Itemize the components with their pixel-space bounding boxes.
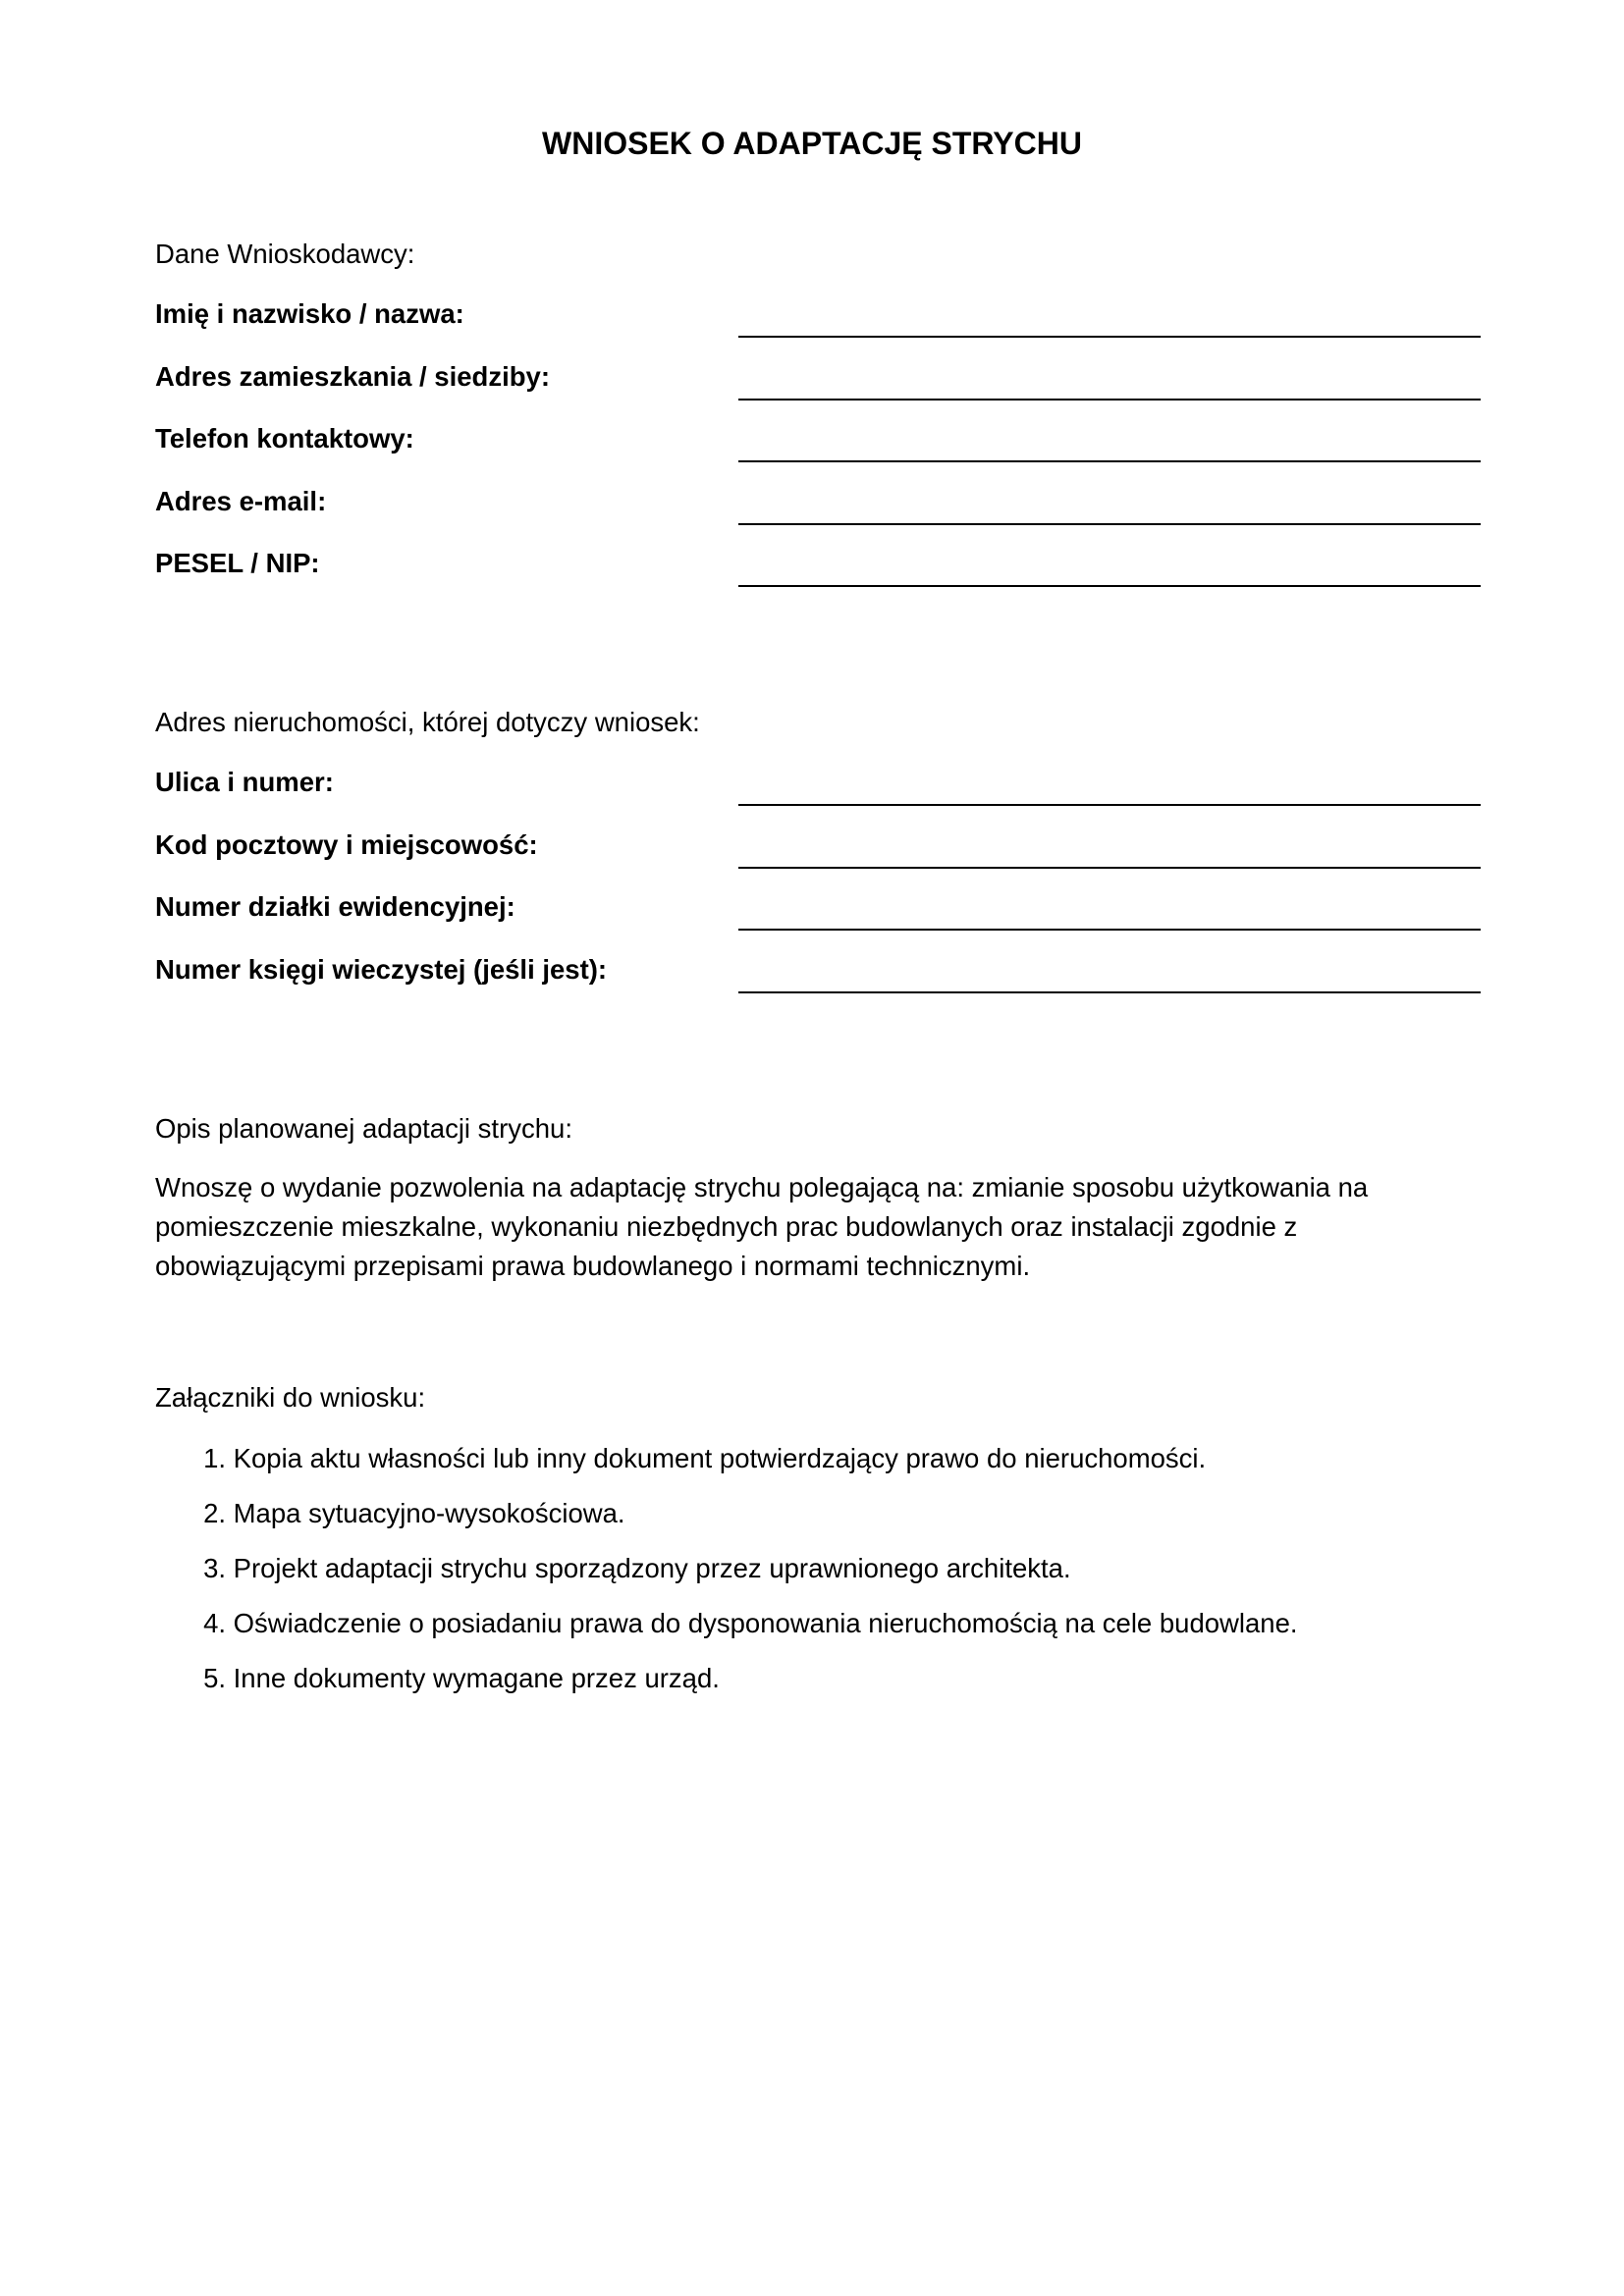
list-item-text: Projekt adaptacji strychu sporządzony przez uprawnionego architekta. (233, 1553, 1071, 1583)
applicant-email-row (155, 484, 1481, 527)
applicant-name-row (155, 296, 1481, 340)
property-landregister-field[interactable] (738, 952, 1481, 993)
list-item-text: Inne dokumenty wymagane przez urząd. (233, 1663, 720, 1693)
property-street-row (155, 765, 1481, 808)
property-street-label: Ulica i numer: (155, 767, 334, 797)
property-section-heading: Adres nieruchomości, której dotyczy wniosek: (155, 707, 700, 737)
applicant-address-field[interactable] (738, 359, 1481, 400)
description-line: Wnoszę o wydanie pozwolenia na adaptację strychu polegającą na: zmianie sposobu użytkowania na (155, 1172, 1369, 1202)
property-postal-row (155, 828, 1481, 871)
list-item (155, 1661, 1432, 1716)
list-item-number: 3. (203, 1553, 226, 1583)
description-text (155, 1168, 1432, 1286)
list-item-text: Kopia aktu własności lub inny dokument potwierdzający prawo do nieruchomości. (233, 1443, 1207, 1473)
list-item (155, 1441, 1432, 1496)
list-item-text: Mapa sytuacyjno-wysokościowa. (233, 1498, 625, 1528)
property-landregister-row (155, 952, 1481, 995)
list-item-number: 2. (203, 1498, 226, 1528)
applicant-section-heading: Dane Wnioskodawcy: (155, 239, 415, 269)
applicant-phone-label: Telefon kontaktowy: (155, 423, 414, 454)
list-item-number: 1. (203, 1443, 226, 1473)
applicant-email-label: Adres e-mail: (155, 486, 327, 516)
list-item-number: 4. (203, 1608, 226, 1638)
applicant-address-row (155, 359, 1481, 402)
description-section-heading: Opis planowanej adaptacji strychu: (155, 1113, 572, 1144)
list-item-text: Oświadczenie o posiadaniu prawa do dysponowania nieruchomością na cele budowlane. (233, 1608, 1298, 1638)
applicant-email-field[interactable] (738, 484, 1481, 525)
attachments-section-heading: Załączniki do wniosku: (155, 1382, 426, 1413)
applicant-name-label: Imię i nazwisko / nazwa: (155, 298, 464, 329)
list-item (155, 1606, 1432, 1661)
applicant-phone-field[interactable] (738, 421, 1481, 462)
list-item-number: 5. (203, 1663, 226, 1693)
applicant-pesel-field[interactable] (738, 546, 1481, 587)
property-plot-row (155, 889, 1481, 933)
property-plot-label: Numer działki ewidencyjnej: (155, 891, 515, 922)
applicant-phone-row (155, 421, 1481, 464)
description-line: obowiązującymi przepisami prawa budowlanego i normami technicznymi. (155, 1251, 1031, 1281)
property-street-field[interactable] (738, 765, 1481, 806)
description-line: pomieszczenie mieszkalne, wykonaniu niezbędnych prac budowlanych oraz instalacji zgodnie z (155, 1211, 1298, 1242)
applicant-name-field[interactable] (738, 296, 1481, 338)
applicant-address-label: Adres zamieszkania / siedziby: (155, 361, 550, 392)
applicant-pesel-label: PESEL / NIP: (155, 548, 320, 578)
list-item (155, 1551, 1432, 1606)
list-item (155, 1496, 1432, 1551)
page-title: WNIOSEK O ADAPTACJĘ STRYCHU (542, 126, 1082, 161)
applicant-pesel-row (155, 546, 1481, 589)
attachments-list (155, 1441, 1432, 1716)
property-plot-field[interactable] (738, 889, 1481, 931)
property-postal-field[interactable] (738, 828, 1481, 869)
property-postal-label: Kod pocztowy i miejscowość: (155, 829, 538, 860)
property-landregister-label: Numer księgi wieczystej (jeśli jest): (155, 954, 608, 985)
